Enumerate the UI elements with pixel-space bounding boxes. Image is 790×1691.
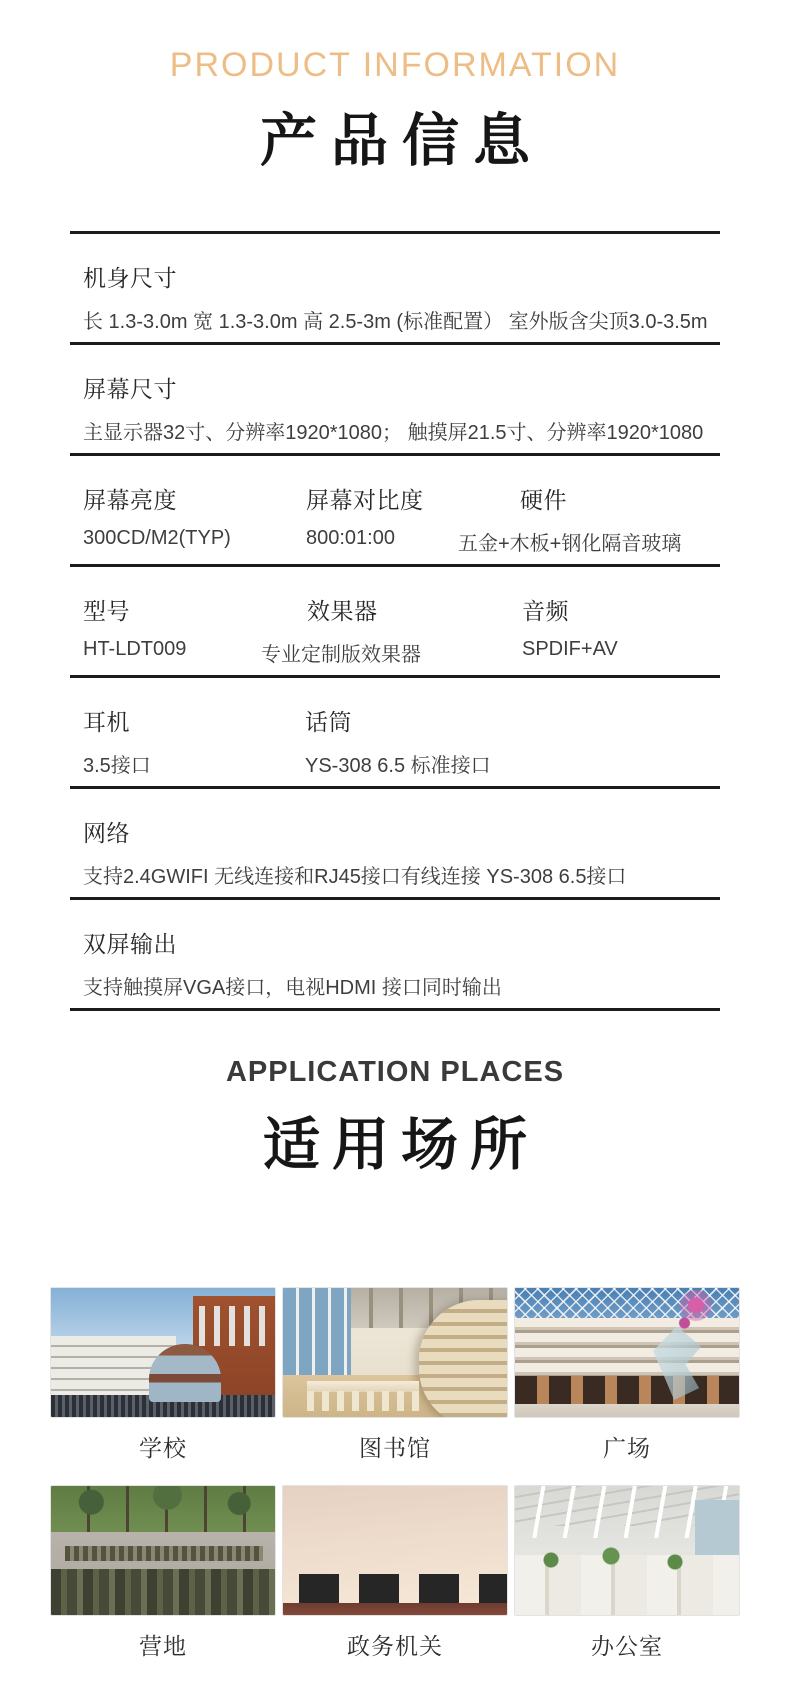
spec-cell — [306, 482, 424, 550]
spec-value: 五金+木板+钢化隔音玻璃 — [458, 533, 682, 555]
photo-training-camp — [50, 1485, 276, 1616]
spec-label: 耳机 — [83, 709, 130, 735]
spec-cell — [261, 593, 421, 667]
photo-library-interior — [282, 1287, 508, 1418]
photo-caption: 办公室 — [591, 1633, 663, 1659]
application-tile-government — [282, 1485, 508, 1661]
applications-section — [0, 1056, 790, 1661]
photo-government-office — [282, 1485, 508, 1616]
photo-caption: 广场 — [603, 1435, 651, 1461]
spec-label: 话筒 — [305, 709, 352, 735]
application-tile-camp — [50, 1485, 276, 1661]
spec-value: 支持触摸屏VGA接口，电视HDMI 接口同时输出 — [83, 977, 502, 999]
application-tile-plaza — [514, 1287, 740, 1463]
applications-heading-en: APPLICATION PLACES — [225, 1056, 565, 1088]
spec-label: 双屏输出 — [83, 931, 177, 957]
photo-school-campus — [50, 1287, 276, 1418]
spec-table — [70, 231, 720, 1011]
spec-cell — [522, 593, 618, 661]
photo-caption: 学校 — [139, 1435, 187, 1461]
spec-cell — [305, 704, 491, 778]
spec-cell — [83, 482, 231, 550]
spec-label: 网络 — [83, 820, 130, 846]
spec-value: 专业定制版效果器 — [261, 644, 421, 666]
spec-row-network — [70, 786, 720, 897]
spec-value: 主显示器32寸、分辨率1920*1080； 触摸屏21.5寸、分辨率1920*1080 — [83, 422, 704, 444]
spec-value: 支持2.4GWIFI 无线连接和RJ45接口有线连接 YS-308 6.5接口 — [83, 866, 627, 888]
photo-caption: 政务机关 — [347, 1633, 443, 1659]
spec-label: 屏幕亮度 — [83, 487, 177, 513]
spec-label: 机身尺寸 — [83, 265, 177, 291]
spec-cell — [83, 593, 186, 661]
spec-row-body-size — [70, 231, 720, 342]
product-info-heading-en: PRODUCT INFORMATION — [169, 46, 621, 84]
spec-label: 型号 — [83, 598, 130, 624]
spec-row-screen-size — [70, 342, 720, 453]
spec-label: 屏幕尺寸 — [83, 376, 177, 402]
spec-cell — [83, 704, 151, 778]
spec-row-brightness-contrast-hardware — [70, 453, 720, 564]
spec-value: 长 1.3-3.0m 宽 1.3-3.0m 高 2.5-3m (标准配置） 室外版含尖顶3.0-3.5m — [83, 311, 708, 333]
spec-cell — [458, 482, 681, 556]
applications-header — [0, 1056, 790, 1181]
spec-value: SPDIF+AV — [522, 638, 618, 660]
photo-open-office — [514, 1485, 740, 1616]
spec-value: HT-LDT009 — [83, 638, 187, 660]
spec-label: 效果器 — [307, 598, 378, 624]
spec-value: 800:01:00 — [306, 527, 395, 549]
spec-row-headphone-mic — [70, 675, 720, 786]
photo-caption: 图书馆 — [359, 1435, 431, 1461]
spec-row-dual-output — [70, 897, 720, 1008]
product-info-header — [0, 0, 790, 177]
product-info-heading-zh: 产品信息 — [260, 109, 544, 173]
spec-value: 3.5接口 — [83, 755, 151, 777]
spec-row-model-effects-audio — [70, 564, 720, 675]
spec-value: YS-308 6.5 标准接口 — [305, 755, 491, 777]
spec-label: 屏幕对比度 — [306, 487, 424, 513]
photo-caption: 营地 — [139, 1633, 187, 1659]
application-grid — [50, 1287, 740, 1661]
applications-heading-zh: 适用场所 — [263, 1113, 539, 1177]
spec-label: 硬件 — [520, 487, 567, 513]
spec-value: 300CD/M2(TYP) — [83, 527, 231, 549]
application-tile-office — [514, 1485, 740, 1661]
photo-shopping-plaza — [514, 1287, 740, 1418]
spec-label: 音频 — [522, 598, 569, 624]
application-tile-school — [50, 1287, 276, 1463]
application-tile-library — [282, 1287, 508, 1463]
